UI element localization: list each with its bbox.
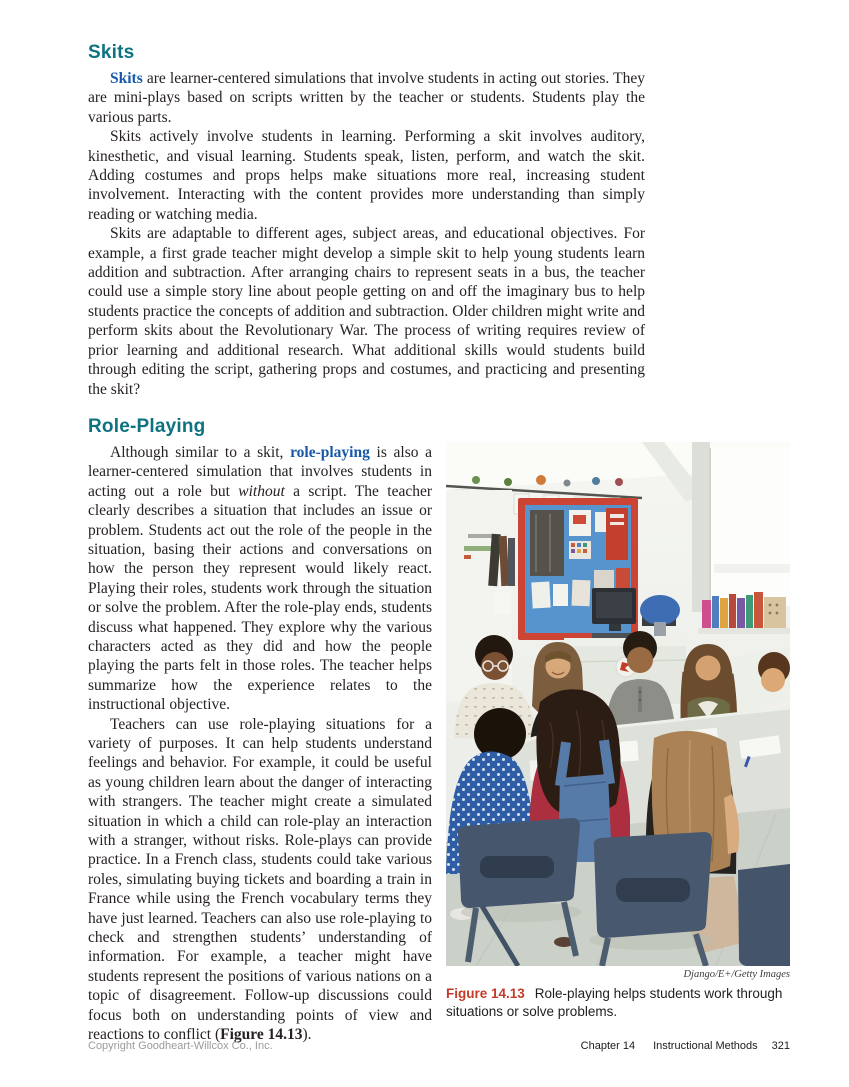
photo-credit: Django/E+/Getty Images bbox=[683, 968, 790, 980]
rp-p2-before: Teachers can use role-playing situations for a variety of purposes. It can help students understand feelings and behavior. For example, it could be useful as young children learn about the danger of interacting with strangers. The teacher might create a simulated situation in which a child can role-play an interaction with a stranger, without risks. Role-plays can provide practice. In a French class, students could take various roles, simulating buying tickets and boarding a train in France while using the French vocabulary terms they have just learned. Teachers can also use role-playing to check and strengthen students’ understanding of information. For example, a teacher might have students represent the positions of various nations on a topic of disagreement. Follow-up discussions could focus both on understanding points of view and reactions to conflict ( bbox=[88, 715, 432, 1044]
rp-p1-italic: without bbox=[238, 482, 285, 500]
rp-p1-before: Although similar to a skit, bbox=[110, 443, 291, 461]
skits-paragraph-1 bbox=[88, 69, 645, 127]
skits-paragraph-1-text: are learner-centered simulations that involve students in acting out stories. They are mini-plays based on scripts written by the teacher or students. Students play the various parts. bbox=[88, 70, 645, 126]
skits-key-term: Skits bbox=[110, 70, 143, 87]
skits-paragraph-3: Skits are adaptable to different ages, subject areas, and educational objectives. For example, a first grade teacher might develop a simple skit to help young students learn addition and subtraction. After arranging chairs to represent seats in a bus, the teacher could use a simple story line about people getting on and off the imaginary bus to help students practice the concepts of addition and subtraction. Older children might write and perform skits about the Revolutionary War. The process of writing requires review of prior learning and additional research. What additional skills would students build through editing the script, gathering props and costumes, and practicing and presenting the skit? bbox=[88, 225, 645, 398]
rp-p2-after: ). bbox=[302, 1026, 312, 1044]
skits-heading: Skits bbox=[88, 42, 135, 63]
skits-section bbox=[88, 42, 790, 399]
copyright-text: Copyright Goodheart-Willcox Co., Inc. bbox=[88, 1040, 273, 1052]
section-label: Instructional Methods bbox=[653, 1040, 758, 1052]
rp-p1-after: a script. The teacher clearly describes a situation that includes an issue or problem. Students act out the role of the people in the situation, basing their actions and conversations on how the person they represent would likely react. Playing their roles, students work through the situation or solve the problem. After the role-play ends, students discuss what happened. They explore why the various characters acted as they did and how the people playing the parts felt in those roles. The teacher helps summarize how the experience relates to the instructional objective. bbox=[88, 482, 432, 714]
figure-caption bbox=[446, 985, 790, 1021]
skits-paragraph-2: Skits actively involve students in learning. Performing a skit involves auditory, kinesthetic, and visual learning. Students speak, listen, perform, and watch the skit. Adding costumes and props helps make situations more real, increasing student involvement. Interacting with the content provides more understanding than simply reading or watching media. bbox=[88, 128, 645, 223]
figure-label: Figure 14.13 bbox=[446, 985, 525, 1001]
page-footer bbox=[88, 1040, 790, 1052]
role-playing-section bbox=[88, 416, 790, 1045]
footer-right bbox=[581, 1040, 790, 1052]
role-playing-heading: Role-Playing bbox=[88, 415, 206, 437]
page-content bbox=[88, 0, 790, 1045]
role-playing-key-term: role-playing bbox=[290, 443, 370, 461]
page-number: 321 bbox=[771, 1040, 790, 1052]
figure-14-13 bbox=[446, 442, 790, 1021]
rp-p1-mid: is also a learner-centered simulation that involves students in acting out a role but bbox=[88, 443, 433, 500]
figure-reference: Figure 14.13 bbox=[220, 1026, 303, 1044]
chapter-label: Chapter 14 bbox=[580, 1040, 636, 1052]
classroom-photo-illustration bbox=[446, 442, 790, 966]
classroom-photo bbox=[446, 442, 790, 966]
figure-caption-text: Role-playing helps students work through situations or solve problems. bbox=[446, 985, 783, 1019]
